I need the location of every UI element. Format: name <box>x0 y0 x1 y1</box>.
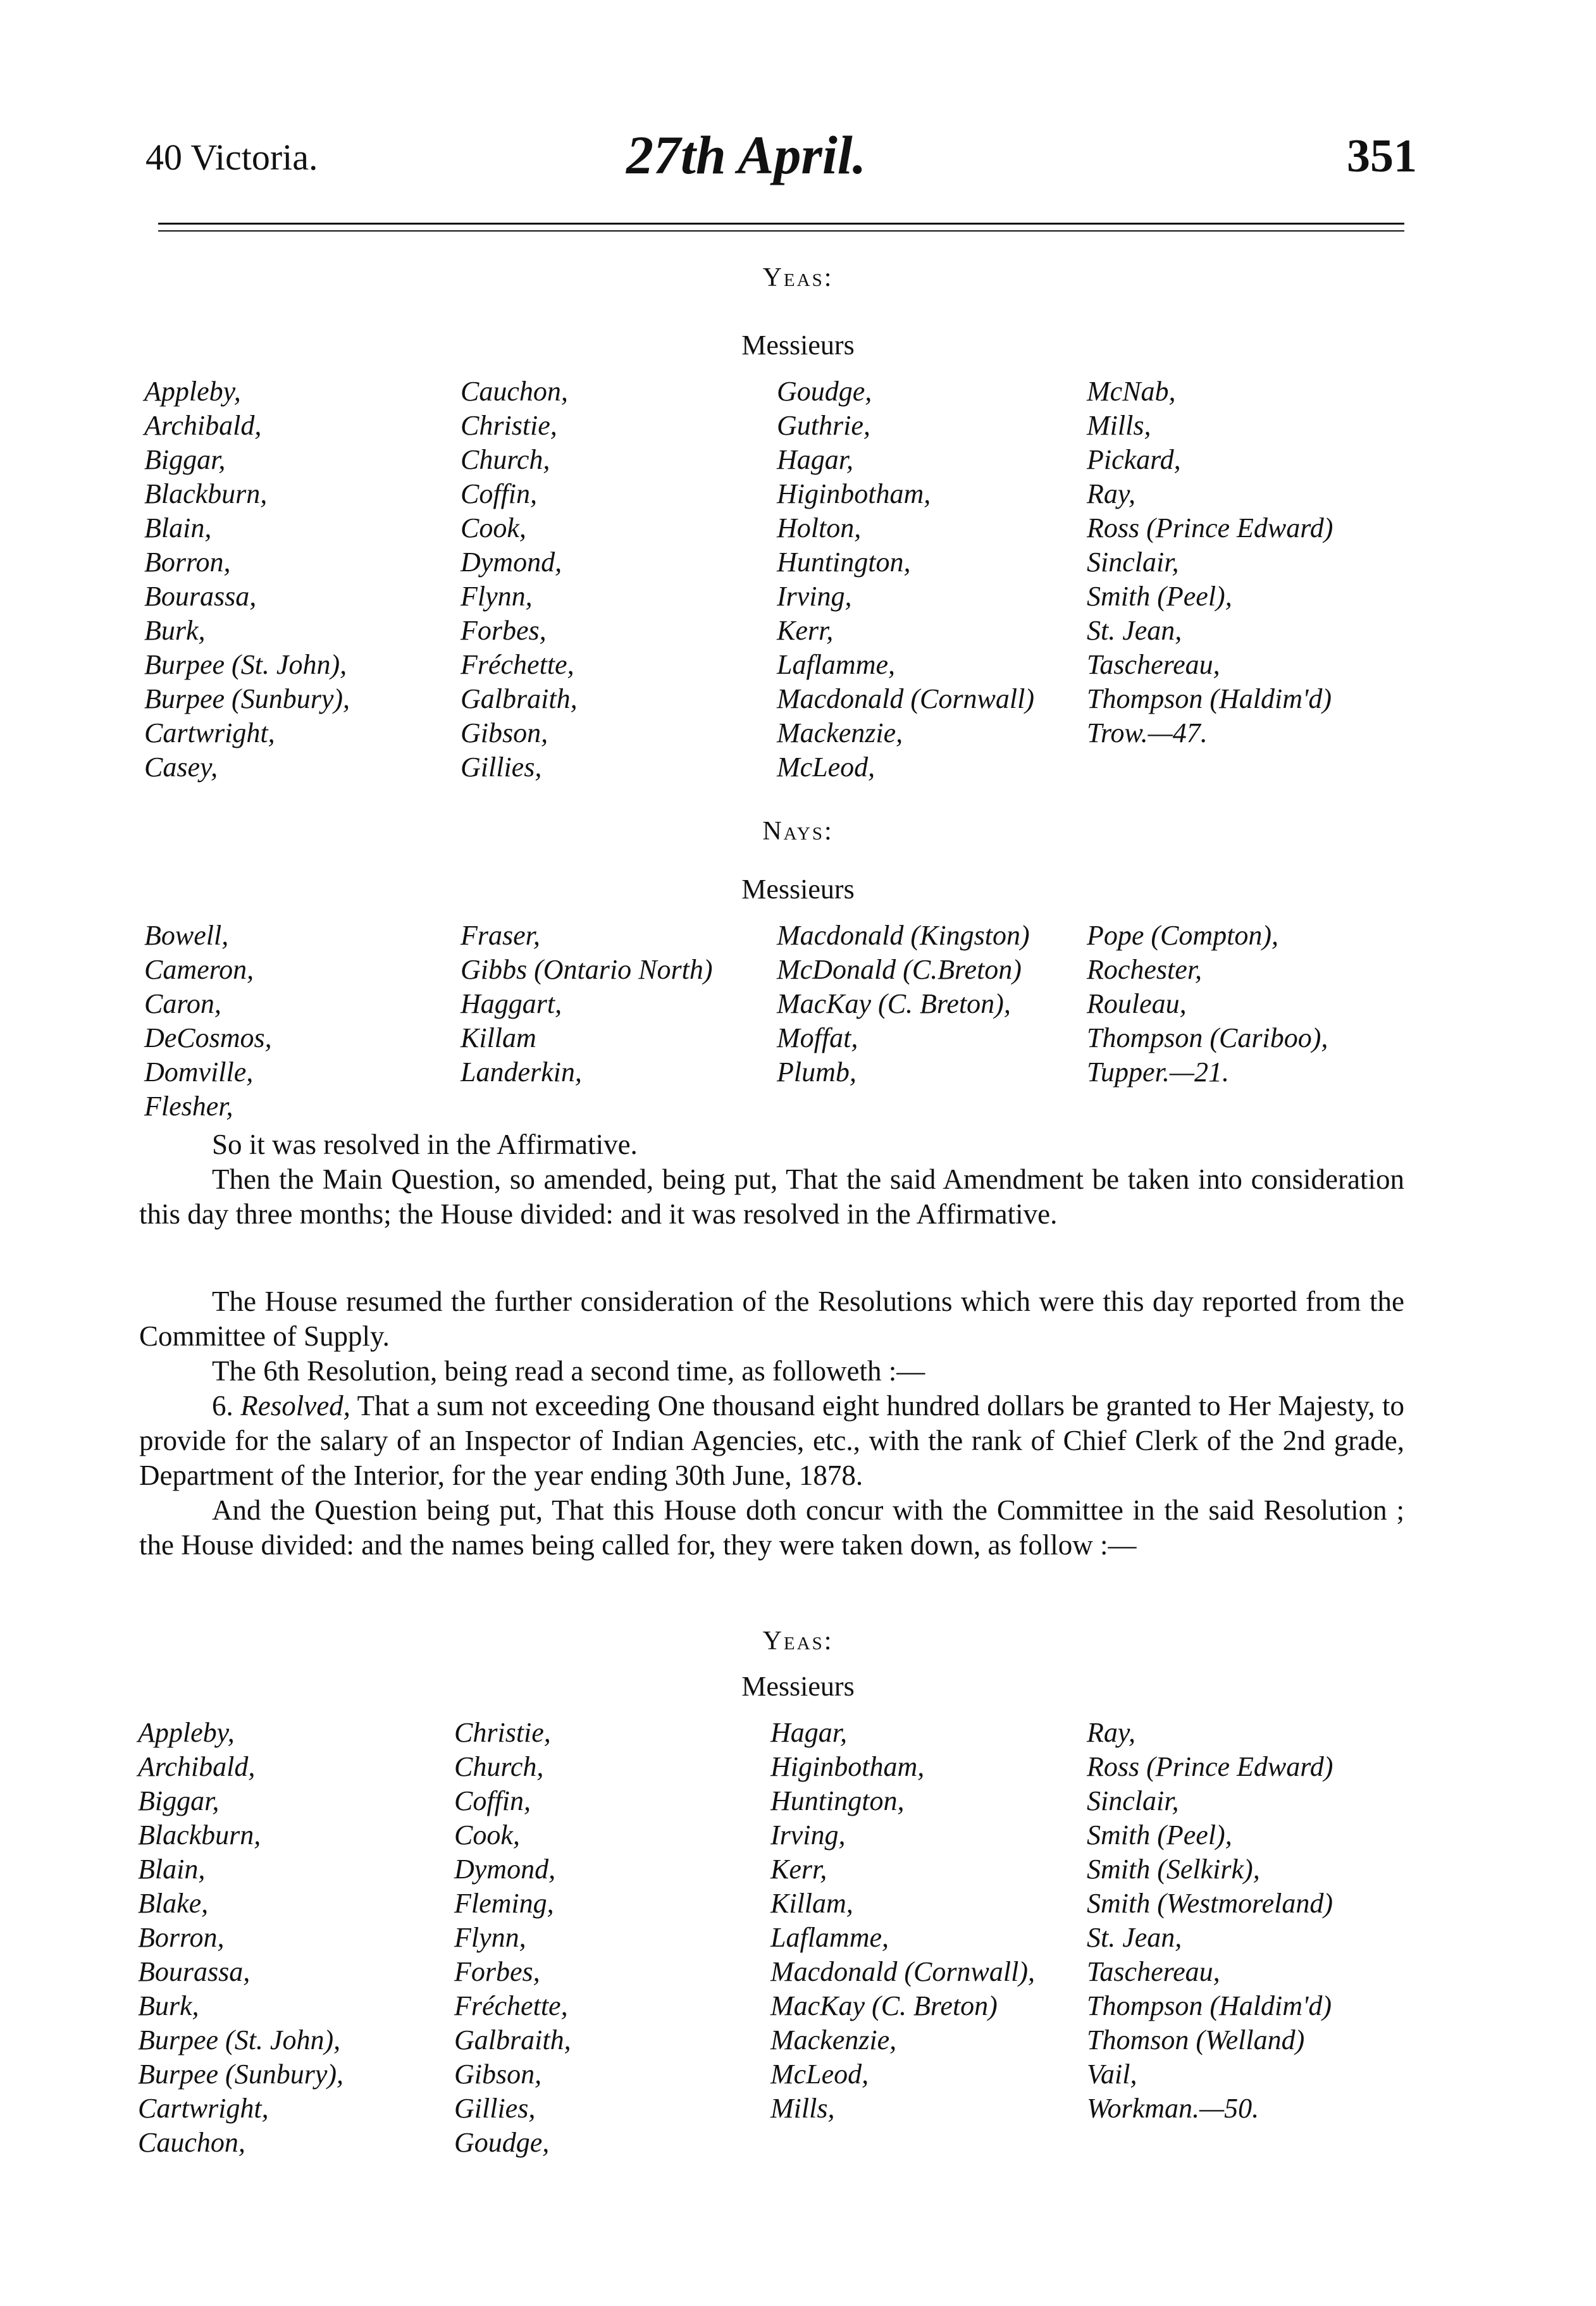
paragraph: So it was resolved in the Affirmative. <box>212 1129 638 1160</box>
member-name: Thompson (Cariboo), <box>1087 1022 1328 1053</box>
nays-heading: Nays: <box>762 817 834 846</box>
member-name: DeCosmos, <box>144 1022 272 1053</box>
member-name: McNab, <box>1087 376 1176 407</box>
member-name: Killam <box>461 1022 536 1053</box>
member-name: Biggar, <box>138 1785 220 1816</box>
member-name: Ross (Prince Edward) <box>1087 1751 1333 1782</box>
page-date: 27th April. <box>626 125 867 185</box>
names-column <box>138 1716 343 2160</box>
member-name: Borron, <box>144 547 231 578</box>
member-name: Fleming, <box>454 1888 554 1919</box>
member-name: Vail, <box>1087 2059 1137 2090</box>
member-name: Smith (Peel), <box>1087 1819 1232 1850</box>
member-name: Taschereau, <box>1087 1956 1220 1987</box>
resolution-result-text <box>139 1127 1404 1232</box>
member-name: Taschereau, <box>1087 649 1220 680</box>
member-name: Gibson, <box>454 2059 542 2090</box>
member-name: Caron, <box>144 988 221 1019</box>
member-name: Blackburn, <box>138 1819 261 1850</box>
header-rule <box>158 223 1404 225</box>
resolution-text: That a sum not exceeding One thousand eight hundred dollars be granted to Her Majesty, to provide for the salary of an Inspector of Indian Agencies, etc., with the rank of Chief Clerk of the 2nd grade, Department of the Interior, for the year ending 30th June, 1878. <box>139 1390 1404 1491</box>
member-name: Mills, <box>1087 410 1151 441</box>
member-name: Higinbotham, <box>777 478 931 509</box>
yeas-list-1 <box>144 375 1416 792</box>
member-name: Mackenzie, <box>777 717 903 748</box>
member-name: Dymond, <box>454 1854 556 1885</box>
member-name: Smith (Westmoreland) <box>1087 1888 1333 1919</box>
member-name: McLeod, <box>770 2059 869 2090</box>
member-name: Thomson (Welland) <box>1087 2024 1305 2055</box>
member-name: Ray, <box>1087 478 1135 509</box>
header-rule-thin <box>158 230 1404 232</box>
member-name: Irving, <box>770 1819 846 1850</box>
member-name: Domville, <box>144 1057 254 1088</box>
names-column <box>777 375 1034 784</box>
names-column <box>1087 1716 1333 2126</box>
member-name: Macdonald (Cornwall), <box>770 1956 1035 1987</box>
member-name: Thompson (Haldim'd) <box>1087 683 1332 714</box>
yeas-heading: Yeas: <box>762 1627 834 1656</box>
names-column <box>777 919 1030 1089</box>
paragraph: Then the Main Question, so amended, being put, That the said Amendment be taken into consideration this day three months; the House divided: and it was resolved in the Affirmative. <box>139 1163 1404 1230</box>
member-name: Hagar, <box>777 444 854 475</box>
member-name: Blake, <box>138 1888 209 1919</box>
member-name: Kerr, <box>770 1854 827 1885</box>
member-name: Fréchette, <box>454 1990 568 2021</box>
member-name: Smith (Peel), <box>1087 581 1232 612</box>
member-name: Guthrie, <box>777 410 870 441</box>
member-name: Trow.—47. <box>1087 717 1208 748</box>
member-name: Huntington, <box>777 547 911 578</box>
member-name: Bourassa, <box>144 581 257 612</box>
member-name: Holton, <box>777 512 862 543</box>
page-header <box>145 123 1417 193</box>
member-name: Archibald, <box>138 1751 256 1782</box>
resolution-number: 6. <box>212 1390 233 1422</box>
member-name: Killam, <box>770 1888 853 1919</box>
resolved-word: Resolved, <box>240 1390 350 1422</box>
member-name: Cauchon, <box>461 376 568 407</box>
member-name: Gibbs (Ontario North) <box>461 954 713 985</box>
member-name: Gillies, <box>461 752 542 783</box>
member-name: Church, <box>461 444 550 475</box>
member-name: Flynn, <box>461 581 533 612</box>
member-name: Christie, <box>461 410 557 441</box>
member-name: Cook, <box>461 512 526 543</box>
member-name: Cook, <box>454 1819 520 1850</box>
member-name: Gibson, <box>461 717 548 748</box>
paragraph: The House resumed the further consideration of the Resolutions which were this day reported from the Committee of Supply. <box>139 1286 1404 1352</box>
member-name: Forbes, <box>454 1956 540 1987</box>
names-column <box>770 1716 1035 2126</box>
member-name: Mackenzie, <box>770 2024 897 2055</box>
member-name: Landerkin, <box>461 1057 582 1088</box>
messieurs-heading: Messieurs <box>741 330 855 361</box>
member-name: Huntington, <box>770 1785 905 1816</box>
member-name: Borron, <box>138 1922 225 1953</box>
member-name: Smith (Selkirk), <box>1087 1854 1260 1885</box>
member-name: Blain, <box>138 1854 206 1885</box>
names-column <box>454 1716 571 2160</box>
member-name: McDonald (C.Breton) <box>777 954 1022 985</box>
nays-list <box>144 919 1416 1127</box>
member-name: Bourassa, <box>138 1956 251 1987</box>
member-name: Burk, <box>144 615 206 646</box>
member-name: St. Jean, <box>1087 615 1182 646</box>
member-name: Cartwright, <box>138 2093 269 2124</box>
member-name: Cameron, <box>144 954 254 985</box>
names-column <box>1087 375 1333 750</box>
member-name: Rochester, <box>1087 954 1203 985</box>
paragraph: And the Question being put, That this House doth concur with the Committee in the said Resolution ; the House divided: and the names being called for, they were taken down, as follow :— <box>139 1494 1404 1561</box>
names-column <box>144 919 272 1124</box>
member-name: Blackburn, <box>144 478 268 509</box>
member-name: Haggart, <box>461 988 562 1019</box>
member-name: MacKay (C. Breton), <box>777 988 1011 1019</box>
regnal-year: 40 Victoria. <box>145 137 318 178</box>
member-name: Higinbotham, <box>770 1751 925 1782</box>
yeas-heading: Yeas: <box>762 263 834 292</box>
page-number: 351 <box>1347 130 1417 182</box>
names-column <box>144 375 350 784</box>
member-name: St. Jean, <box>1087 1922 1182 1953</box>
names-column <box>1087 919 1328 1089</box>
member-name: Tupper.—21. <box>1087 1057 1229 1088</box>
member-name: Macdonald (Cornwall) <box>777 683 1034 714</box>
member-name: Sinclair, <box>1087 1785 1179 1816</box>
member-name: Laflamme, <box>777 649 895 680</box>
resolution-paragraph <box>139 1389 1404 1493</box>
names-column <box>461 919 712 1089</box>
member-name: Appleby, <box>138 1717 235 1748</box>
member-name: Bowell, <box>144 920 229 951</box>
committee-supply-text <box>139 1284 1404 1563</box>
member-name: Plumb, <box>777 1057 857 1088</box>
member-name: Rouleau, <box>1087 988 1187 1019</box>
member-name: Appleby, <box>144 376 241 407</box>
member-name: Macdonald (Kingston) <box>777 920 1030 951</box>
member-name: Thompson (Haldim'd) <box>1087 1990 1332 2021</box>
member-name: Moffat, <box>777 1022 858 1053</box>
member-name: Mills, <box>770 2093 835 2124</box>
member-name: Dymond, <box>461 547 562 578</box>
member-name: Fréchette, <box>461 649 574 680</box>
member-name: Kerr, <box>777 615 834 646</box>
member-name: Laflamme, <box>770 1922 889 1953</box>
member-name: Fraser, <box>461 920 540 951</box>
member-name: Gillies, <box>454 2093 536 2124</box>
names-column <box>461 375 578 784</box>
member-name: Workman.—50. <box>1087 2093 1259 2124</box>
member-name: Coffin, <box>454 1785 531 1816</box>
member-name: Flesher, <box>144 1091 233 1122</box>
member-name: Forbes, <box>461 615 547 646</box>
member-name: Burpee (Sunbury), <box>138 2059 344 2090</box>
member-name: Coffin, <box>461 478 538 509</box>
yeas-list-2 <box>138 1716 1416 2171</box>
member-name: Burpee (St. John), <box>144 649 347 680</box>
member-name: Casey, <box>144 752 218 783</box>
member-name: Irving, <box>777 581 852 612</box>
member-name: Goudge, <box>777 376 872 407</box>
member-name: Pope (Compton), <box>1087 920 1279 951</box>
member-name: Christie, <box>454 1717 551 1748</box>
member-name: Sinclair, <box>1087 547 1179 578</box>
member-name: McLeod, <box>777 752 875 783</box>
member-name: Goudge, <box>454 2127 550 2158</box>
member-name: Blain, <box>144 512 212 543</box>
member-name: Flynn, <box>454 1922 526 1953</box>
member-name: Church, <box>454 1751 544 1782</box>
member-name: Burpee (St. John), <box>138 2024 341 2055</box>
member-name: Cartwright, <box>144 717 275 748</box>
member-name: Biggar, <box>144 444 226 475</box>
member-name: MacKay (C. Breton) <box>770 1990 998 2021</box>
member-name: Galbraith, <box>461 683 578 714</box>
paragraph: The 6th Resolution, being read a second time, as followeth :— <box>212 1355 925 1387</box>
member-name: Ray, <box>1087 1717 1135 1748</box>
member-name: Burk, <box>138 1990 199 2021</box>
member-name: Hagar, <box>770 1717 848 1748</box>
member-name: Burpee (Sunbury), <box>144 683 350 714</box>
messieurs-heading: Messieurs <box>741 874 855 905</box>
member-name: Galbraith, <box>454 2024 571 2055</box>
member-name: Cauchon, <box>138 2127 245 2158</box>
member-name: Pickard, <box>1087 444 1181 475</box>
member-name: Ross (Prince Edward) <box>1087 512 1333 543</box>
member-name: Archibald, <box>144 410 262 441</box>
messieurs-heading: Messieurs <box>741 1671 855 1702</box>
